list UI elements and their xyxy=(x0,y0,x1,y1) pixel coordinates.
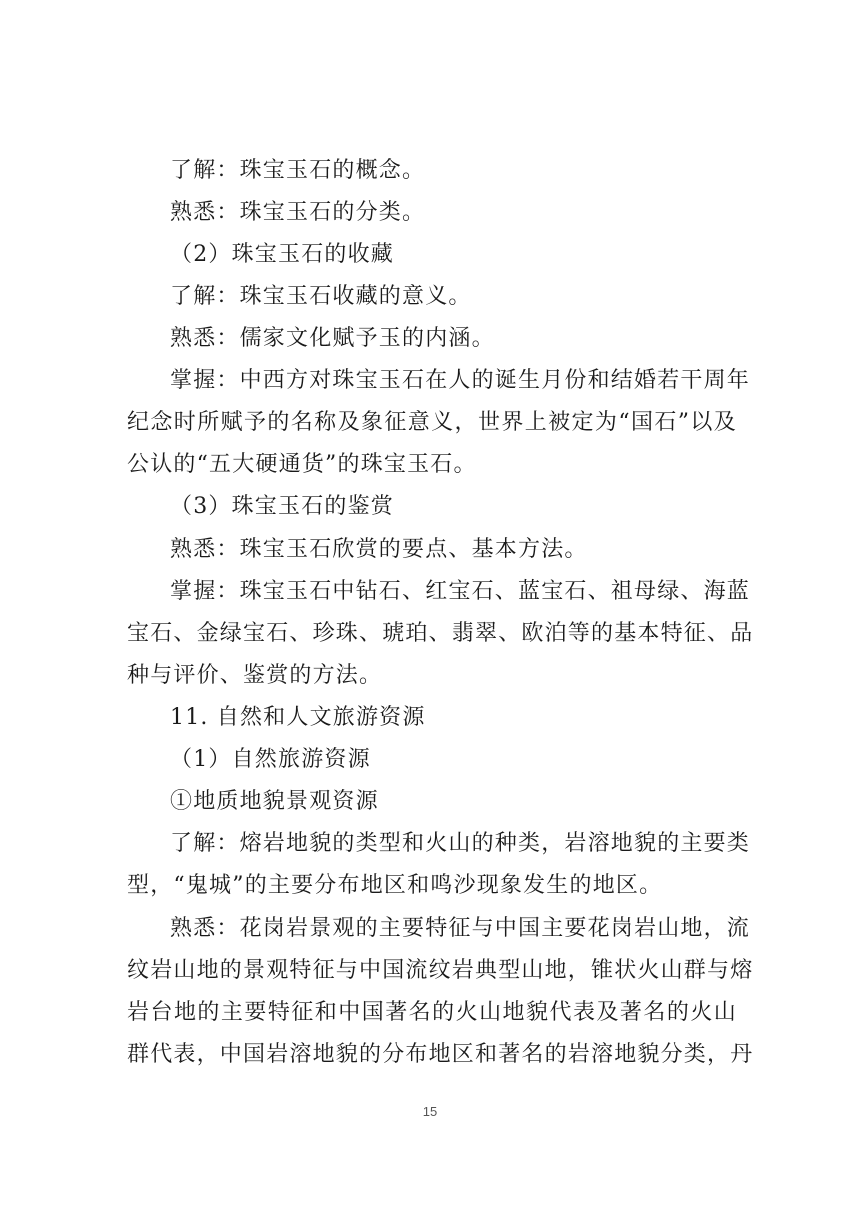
text-line: 岩台地的主要特征和中国著名的火山地貌代表及著名的火山 xyxy=(127,1000,737,1025)
text-line: 熟悉：珠宝玉石的分类。 xyxy=(170,200,426,225)
text-line: 宝石、金绿宝石、珍珠、琥珀、翡翠、欧泊等的基本特征、品 xyxy=(127,621,754,646)
text-line: 纪念时所赋予的名称及象征意义，世界上被定为“国石”以及 xyxy=(127,410,737,435)
text-line: 种与评价、鉴赏的方法。 xyxy=(127,663,383,688)
text-line: 熟悉：儒家文化赋予玉的内涵。 xyxy=(170,326,495,351)
section-heading: ①地质地貌景观资源 xyxy=(170,789,379,814)
text-line: 掌握：珠宝玉石中钻石、红宝石、蓝宝石、祖母绿、海蓝 xyxy=(170,579,751,604)
text-line: 了解：珠宝玉石的概念。 xyxy=(170,158,426,183)
text-line: 了解：珠宝玉石收藏的意义。 xyxy=(170,284,472,309)
section-heading: （1）自然旅游资源 xyxy=(170,747,371,772)
text-line: 掌握：中西方对珠宝玉石在人的诞生月份和结婚若干周年 xyxy=(170,368,751,393)
page-number: 15 xyxy=(422,1104,438,1119)
section-heading: （3）珠宝玉石的鉴赏 xyxy=(170,494,394,519)
text-line: 熟悉：珠宝玉石欣赏的要点、基本方法。 xyxy=(170,537,588,562)
text-line: 纹岩山地的景观特征与中国流纹岩典型山地，锥状火山群与熔 xyxy=(127,958,754,983)
section-heading: （2）珠宝玉石的收藏 xyxy=(170,242,394,267)
section-heading: 11. 自然和人文旅游资源 xyxy=(170,705,426,730)
text-line: 熟悉：花岗岩景观的主要特征与中国主要花岗岩山地，流 xyxy=(170,916,751,941)
text-line: 了解：熔岩地貌的类型和火山的种类，岩溶地貌的主要类 xyxy=(170,831,751,856)
text-line: 群代表，中国岩溶地貌的分布地区和著名的岩溶地貌分类，丹 xyxy=(127,1042,754,1067)
text-line: 公认的“五大硬通货”的珠宝玉石。 xyxy=(127,452,477,477)
text-line: 型，“鬼城”的主要分布地区和鸣沙现象发生的地区。 xyxy=(127,873,663,898)
